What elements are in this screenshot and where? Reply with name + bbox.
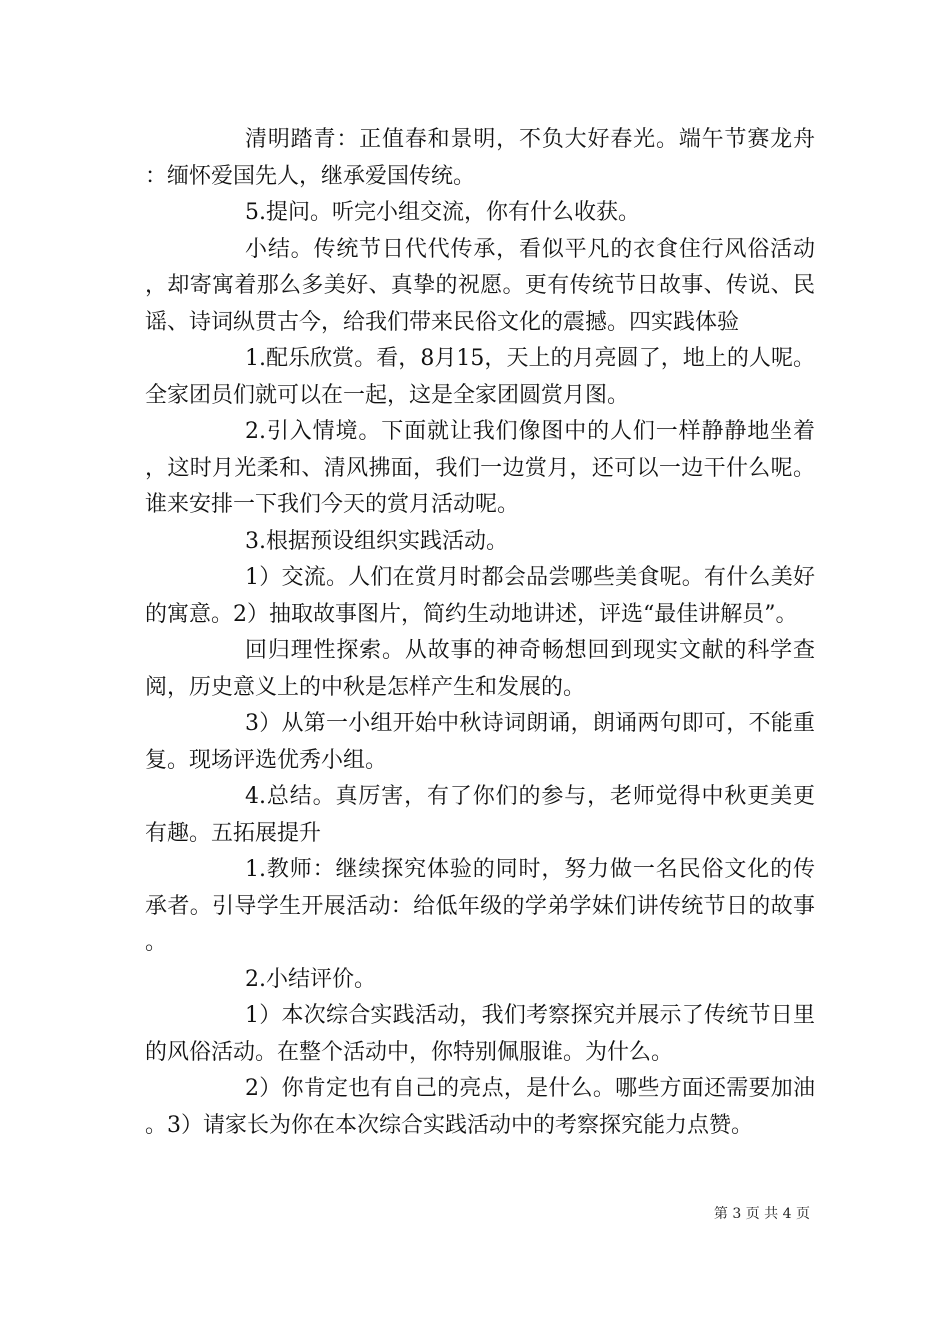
paragraph: 4.总结。真厉害，有了你们的参与，老师觉得中秋更美更有趣。五拓展提升 [145,784,815,846]
paragraph: 1）交流。人们在赏月时都会品尝哪些美食呢。有什么美好的寓意。2）抽取故事图片，简约生动地讲述，评选“最佳讲解员”。 [145,565,815,627]
paragraph: 2.引入情境。下面就让我们像图中的人们一样静静地坐着，这时月光柔和、清风拂面，我们一边赏月，还可以一边干什么呢。谁来安排一下我们今天的赏月活动呢。 [145,419,815,517]
paragraph: 2）你肯定也有自己的亮点，是什么。哪些方面还需要加油。3）请家长为你在本次综合实践活动中的考察探究能力点赞。 [145,1076,815,1138]
paragraph: 2.小结评价。 [245,966,376,992]
paragraph: 3）从第一小组开始中秋诗词朗诵，朗诵两句即可，不能重复。现场评选优秀小组。 [145,711,815,773]
paragraph: 3.根据预设组织实践活动。 [245,528,508,554]
document-body [145,122,815,1144]
paragraph: 1.配乐欣赏。看，8月15，天上的月亮圆了，地上的人呢。全家团员们就可以在一起，这是全家团圆赏月图。 [145,346,815,408]
page-number-footer: 第 3 页 共 4 页 [713,1206,810,1222]
paragraph: 1）本次综合实践活动，我们考察探究并展示了传统节日里的风俗活动。在整个活动中，你特别佩服谁。为什么。 [145,1003,815,1065]
paragraph: 1.教师：继续探究体验的同时，努力做一名民俗文化的传承者。引导学生开展活动：给低年级的学弟学妹们讲传统节日的故事。 [145,857,815,955]
paragraph: 回归理性探索。从故事的神奇畅想回到现实文献的科学查阅，历史意义上的中秋是怎样产生和发展的。 [145,638,815,700]
paragraph: 小结。传统节日代代传承，看似平凡的衣食住行风俗活动，却寄寓着那么多美好、真挚的祝愿。更有传统节日故事、传说、民谣、诗词纵贯古今，给我们带来民俗文化的震撼。四实践体验 [145,236,815,335]
paragraph: 5.提问。听完小组交流，你有什么收获。 [245,200,640,225]
paragraph: 清明踏青：正值春和景明，不负大好春光。端午节赛龙舟：缅怀爱国先人，继承爱国传统。 [145,127,815,189]
